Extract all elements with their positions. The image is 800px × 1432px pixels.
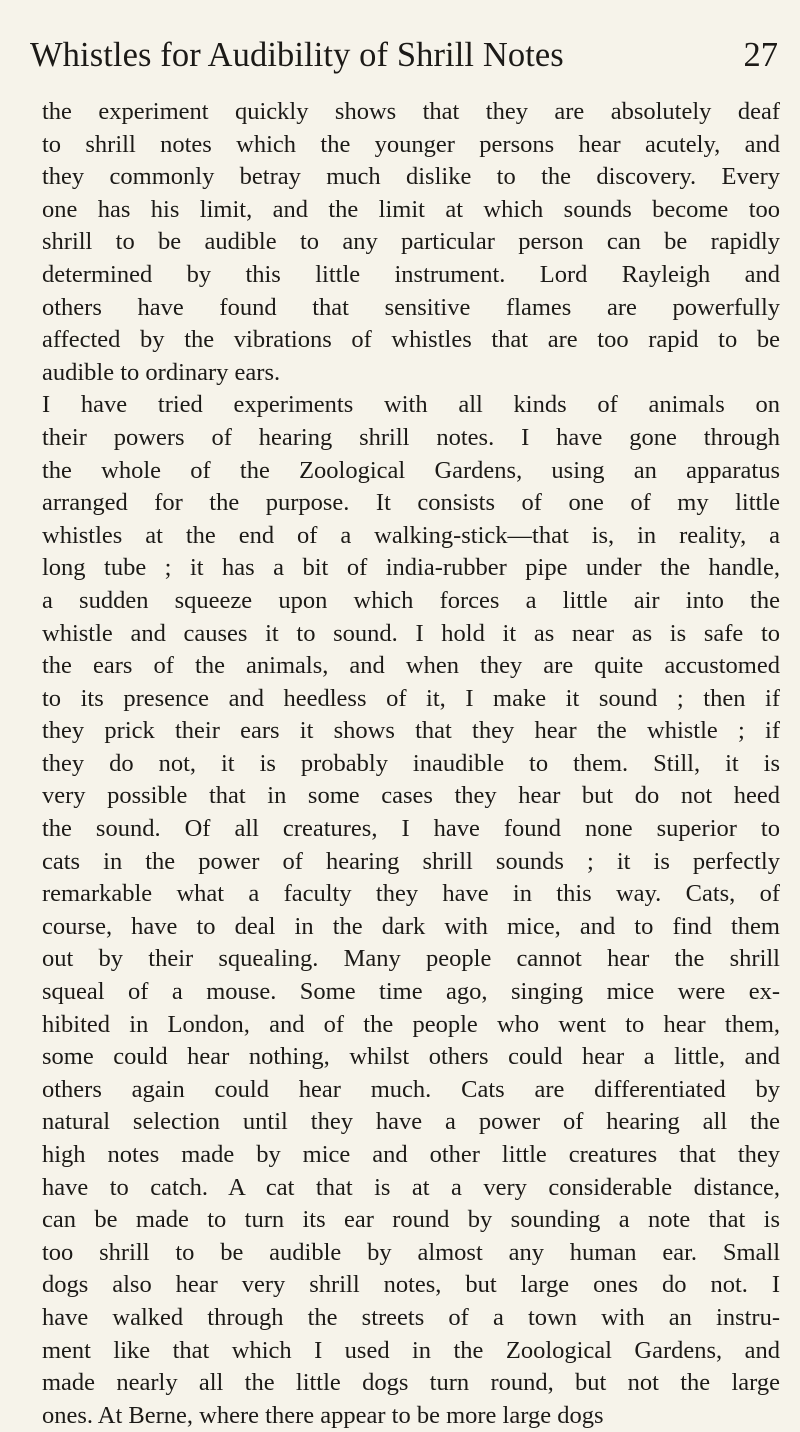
text-line: made nearly all the little dogs turn round, but not the large <box>42 1369 780 1397</box>
text-line: they commonly betray much dislike to the discovery. Every <box>42 163 780 191</box>
page-number: 27 <box>743 36 778 74</box>
text-line: the whole of the Zoological Gardens, using an apparatus <box>42 456 780 484</box>
text-line: some could hear nothing, whilst others could hear a little, and <box>42 1043 780 1071</box>
book-page <box>30 36 782 1432</box>
text-line: to shrill notes which the younger persons hear acutely, and <box>42 130 780 158</box>
text-line: have walked through the streets of a town with an instru- <box>42 1303 780 1331</box>
text-line: arranged for the purpose. It consists of one of my little <box>42 489 780 517</box>
text-line: ment like that which I used in the Zoological Gardens, and <box>42 1336 780 1364</box>
text-line: affected by the vibrations of whistles that are too rapid to be <box>42 326 780 354</box>
running-head <box>30 36 782 98</box>
text-line: I have tried experiments with all kinds of animals on <box>42 391 780 419</box>
text-line: course, have to deal in the dark with mice, and to find them <box>42 912 780 940</box>
text-line: dogs also hear very shrill notes, but large ones do not. I <box>42 1271 780 1299</box>
text-line: determined by this little instrument. Lord Rayleigh and <box>42 260 780 288</box>
text-line: the experiment quickly shows that they are absolutely deaf <box>42 98 780 125</box>
text-line: remarkable what a faculty they have in this way. Cats, of <box>42 880 780 908</box>
text-line: very possible that in some cases they hear but do not heed <box>42 782 780 810</box>
text-line: ones. At Berne, where there appear to be more large dogs <box>42 1401 604 1429</box>
text-line: out by their squealing. Many people cannot hear the shrill <box>42 945 780 973</box>
body-text <box>30 96 782 1432</box>
text-line: they prick their ears it shows that they hear the whistle ; if <box>42 717 780 745</box>
text-line: shrill to be audible to any particular person can be rapidly <box>42 228 780 256</box>
text-line: their powers of hearing shrill notes. I have gone through <box>42 423 780 451</box>
text-line: to its presence and heedless of it, I make it sound ; then if <box>42 684 780 712</box>
text-line: they do not, it is probably inaudible to them. Still, it is <box>42 749 780 777</box>
text-line: hibited in London, and of the people who went to hear them, <box>42 1010 780 1038</box>
text-line: others again could hear much. Cats are differentiated by <box>42 1075 780 1103</box>
text-line: a sudden squeeze upon which forces a little air into the <box>42 586 780 614</box>
text-line: high notes made by mice and other little creatures that they <box>42 1141 780 1168</box>
text-line: one has his limit, and the limit at which sounds become too <box>42 195 780 223</box>
text-line: too shrill to be audible by almost any human ear. Small <box>42 1238 780 1266</box>
text-line: squeal of a mouse. Some time ago, singing mice were ex- <box>42 978 780 1006</box>
text-line: the ears of the animals, and when they are quite accustomed <box>42 652 780 680</box>
text-line: others have found that sensitive flames are powerfully <box>42 293 780 321</box>
text-line: natural selection until they have a power of hearing all the <box>42 1108 780 1136</box>
text-line: long tube ; it has a bit of india-rubber pipe under the handle, <box>42 554 780 582</box>
text-line: audible to ordinary ears. <box>42 358 281 386</box>
text-line: whistles at the end of a walking-stick—that is, in reality, a <box>42 521 780 549</box>
text-line: whistle and causes it to sound. I hold it as near as is safe to <box>42 619 780 647</box>
text-line: can be made to turn its ear round by sounding a note that is <box>42 1206 780 1234</box>
text-line: have to catch. A cat that is at a very considerable distance, <box>42 1173 780 1201</box>
text-line: cats in the power of hearing shrill sounds ; it is perfectly <box>42 847 780 875</box>
text-line: the sound. Of all creatures, I have found none superior to <box>42 815 780 843</box>
running-title: Whistles for Audibility of Shrill Notes <box>30 36 564 74</box>
